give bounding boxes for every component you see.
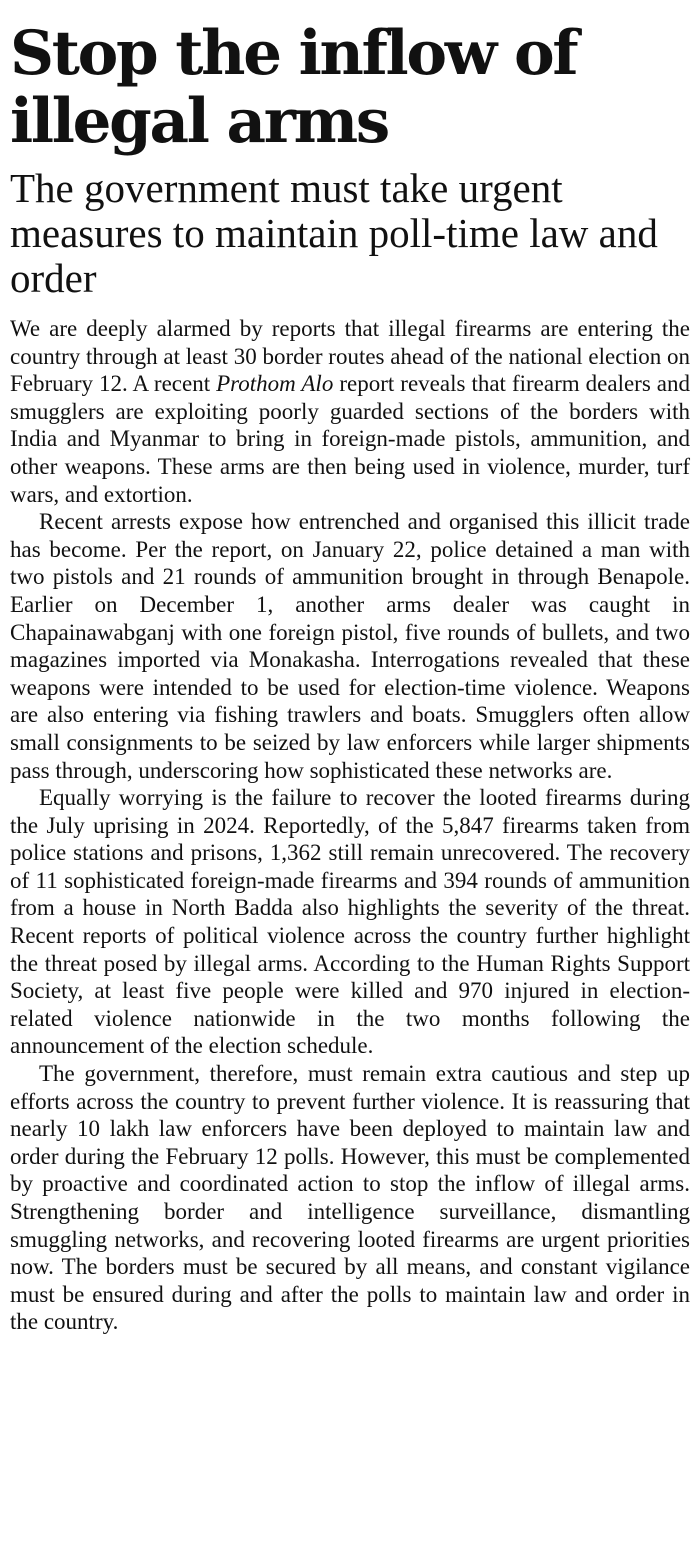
paragraph-3: Equally worrying is the failure to recover the looted firearms during the July uprising in 2024. Reportedly, of the 5,847 firearms taken from police stations and prisons, 1,362 still remain unrecovered. The recovery of 11 sophisticated foreign-made firearms and 394 rounds of ammunition from a house in North Badda also highlights the severity of the threat. Recent reports of political violence across the country further highlight the threat posed by illegal arms. According to the Human Rights Support Society, at least five people were killed and 970 injured in election-related violence nationwide in the two months following the announcement of the election schedule. [10,785,690,1059]
paragraph-2: Recent arrests expose how entrenched and organised this illicit trade has become. Per the report, on January 22, police detained a man with two pistols and 21 rounds of ammunition brought in through Benapole. Earlier on December 1, another arms dealer was caught in Chapainawabganj with one foreign pistol, five rounds of bullets, and two magazines imported via Monakasha. Interrogations revealed that these weapons were intended to be used for election-time violence. Weapons are also entering via fishing trawlers and boats. Smugglers often allow small consignments to be seized by law enforcers while larger shipments pass through, underscoring how sophisticated these networks are. [10,509,690,783]
paragraph-1 [10,315,690,508]
article-body [10,315,690,1336]
paragraph-1-text-a: We are deeply alarmed by reports that illegal firearms are entering the country through at least 30 border routes ahead of the national election on February 12. A recent [10,316,690,397]
paragraph-4: The government, therefore, must remain extra cautious and step up efforts across the country to prevent further violence. It is reassuring that nearly 10 lakh law enforcers have been deployed to maintain law and order during the February 12 polls. However, this must be complemented by proactive and coordinated action to stop the inflow of illegal arms. Strengthening border and intelligence surveillance, dismantling smuggling networks, and recovering looted firearms are urgent priorities now. The borders must be secured by all means, and constant vigilance must be ensured during and after the polls to maintain law and order in the country. [10,1061,690,1335]
publication-name: Prothom Alo [216,371,334,397]
paragraph-1-text-b: report reveals that firearm dealers and smugglers are exploiting poorly guarded sections of the borders with India and Myanmar to bring in foreign-made pistols, ammunition, and other weapons. These arms are then being used in violence, murder, turf wars, and extortion. [10,371,691,507]
subheadline: The government must take urgent measures to maintain poll-time law and order [10,165,658,301]
headline: Stop the inflow of illegal arms [10,18,577,157]
